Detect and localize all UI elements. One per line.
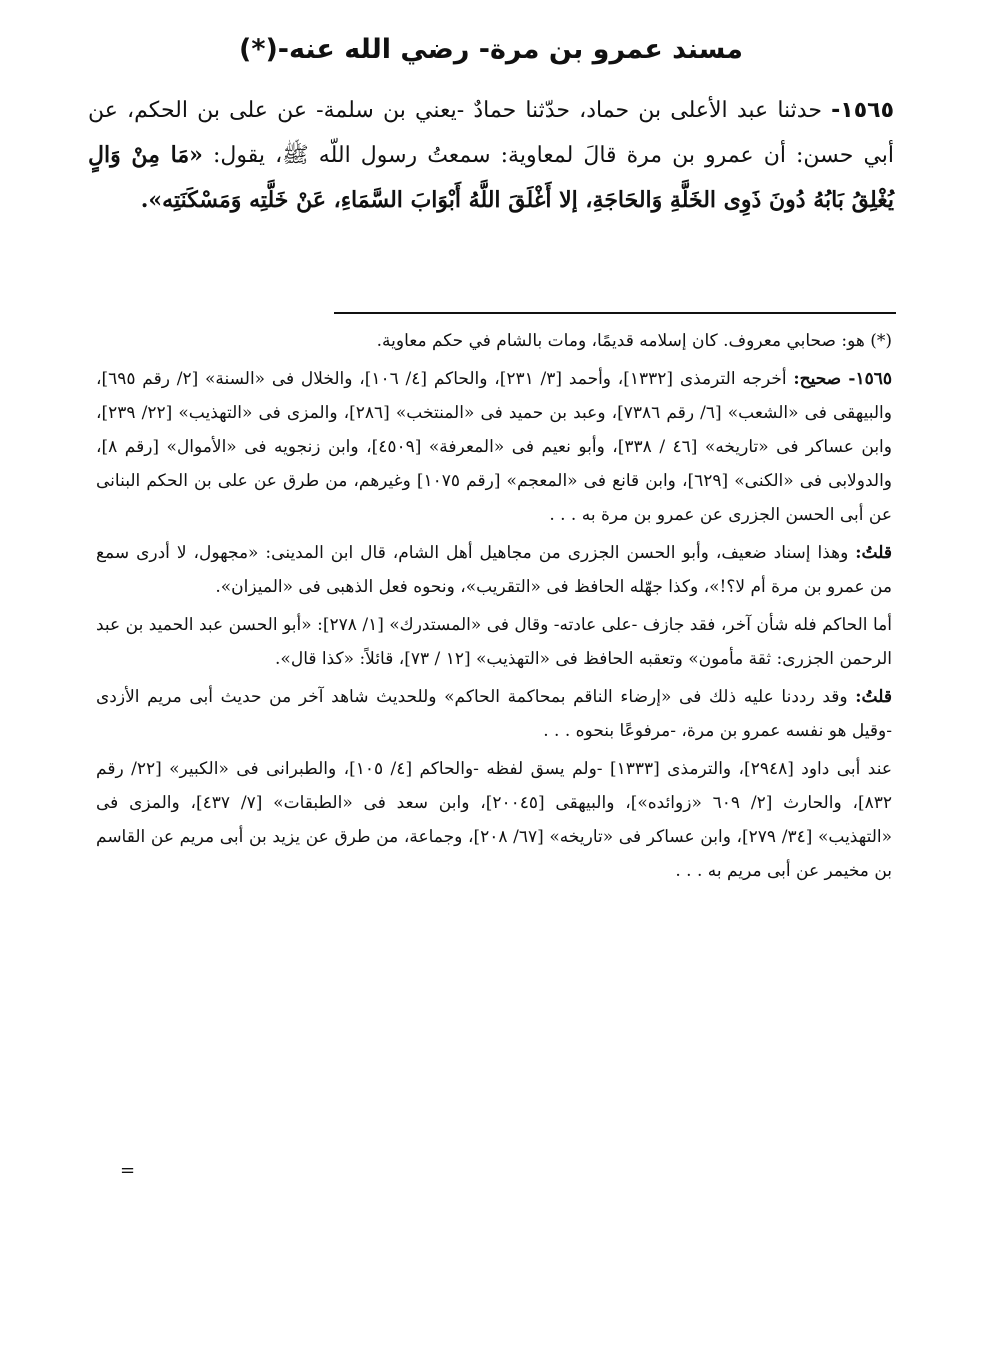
- footnote-star-text: هو: صحابي معروف. كان إسلامه قديمًا، ومات بالشام في حكم معاوية.: [376, 331, 865, 351]
- footnote-takhrij-text: أخرجه الترمذى [١٣٣٢]، وأحمد [٣/ ٢٣١]، والحاكم [٤/ ١٠٦]، والخلال فى «السنة» [٢/ رقم ٦٩٥]، والبيهقى فى «الشعب» [٦/ رقم ٧٣٨٦]، وعبد بن حميد فى «المنتخب» [٢٨٦]، والمزى فى «التهذيب» [٢٢/ ٢٣٩]، وابن عساكر فى «تاريخه» [٤٦ / ٣٣٨]، وأبو نعيم فى «المعرفة» [٤٥٠٩]، وابن زنجويه فى «الأموال» [رقم ٨]، والدولابى فى «الكنى» [٦٢٩]، وابن قانع فى «المعجم» [رقم ١٠٧٥] وغيرهم، من طرق عن على بن الحكم البنانى عن أبى الحسن الجزرى عن عمرو بن مرة به . . .: [96, 369, 892, 525]
- footnotes: [96, 324, 892, 892]
- footnote-comment-2-label: قلتُ:: [855, 687, 893, 707]
- footnote-comment-2: [96, 680, 892, 748]
- hadith-text: [88, 88, 894, 223]
- footnote-takhrij-label: ١٥٦٥- صحيح:: [793, 369, 892, 389]
- hadith-matn: «مَا مِنْ وَالٍ يُغْلِقُ بَابُهُ دُونَ ذَوِى الخَلَّةِ وَالحَاجَةِ، إلا أَغْلَقَ اللَّهُ أَبْوَابَ السَّمَاءِ، عَنْ خَلَّتِه وَمَسْكَنَتِه».: [88, 142, 894, 213]
- hadith-isnad: حدثنا عبد الأعلى بن حماد، حدّثنا حمادٌ -يعني بن سلمة- عن على بن الحكم، عن أبي حسن: أن عمرو بن مرة قالَ لمعاوية: سمعتُ رسول اللّه ﷺ، يقول:: [88, 98, 895, 168]
- footnote-shahid-sources-text: عند أبى داود [٢٩٤٨]، والترمذى [١٣٣٣] -ولم يسق لفظه -والحاكم [٤/ ١٠٥]، والطبرانى فى «الكبير» [٢٢/ رقم ٨٣٢]، والحارث [٢/ ٦٠٩ «زوائده»]، والبيهقى [٢٠٠٤٥]، وابن سعد فى «الطبقات» [٧/ ٤٣٧]، والمزى فى «التهذيب» [٣٤/ ٢٧٩]، وابن عساكر فى «تاريخه» [٦٧/ ٢٠٨]، وجماعة، من طرق عن يزيد بن أبى مريم عن القاسم بن مخيمر عن أبى مريم به . . .: [96, 759, 893, 881]
- footnote-hakim-text: أما الحاكم فله شأن آخر، فقد جازف -على عادته- وقال فى «المستدرك» [١/ ٢٧٨]: «أبو الحسن عبد الحميد بن عبد الرحمن الجزرى: ثقة مأمون» وتعقبه الحافظ فى «التهذيب» [١٢ / ٧٣]، قائلاً: «كذا قال».: [96, 615, 892, 669]
- footnote-shahid-sources: [96, 752, 892, 888]
- footnote-comment-1: [96, 536, 892, 604]
- footnote-comment-2-text: وقد رددنا عليه ذلك فى «إرضاء الناقم بمحاكمة الحاكم» وللحديث شاهد آخر من حديث أبى مريم الأزدى -وقيل هو نفسه عمرو بن مرة، -مرفوعًا بنحوه . . .: [96, 687, 892, 741]
- page-title: مسند عمرو بن مرة- رضي الله عنه-(*): [238, 34, 743, 65]
- footnote-comment-1-label: قلتُ:: [855, 543, 892, 563]
- footnote-hakim: [96, 608, 892, 676]
- footnote-takhrij: [96, 362, 892, 532]
- footnote-star: [96, 324, 892, 358]
- footnote-divider: [334, 312, 896, 314]
- footnote-star-label: (*): [870, 331, 892, 351]
- footnote-comment-1-text: وهذا إسناد ضعيف، وأبو الحسن الجزرى من مجاهيل أهل الشام، قال ابن المدينى: «مجهول، لا أدرى سمع من عمرو بن مرة أم لا؟!»، وكذا جهّله الحافظ فى «التقريب»، ونحوه فعل الذهبى فى «الميزان».: [96, 543, 892, 597]
- continuation-mark: =: [120, 1160, 136, 1181]
- hadith-number: ١٥٦٥-: [831, 98, 894, 123]
